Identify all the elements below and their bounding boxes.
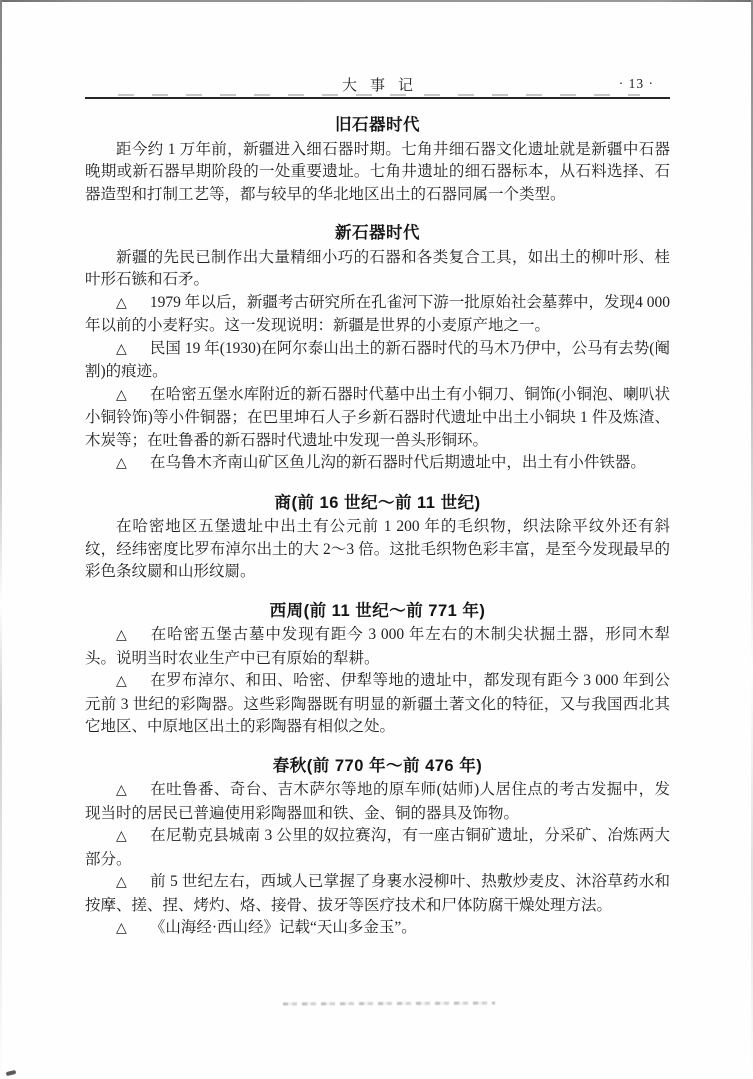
triangle-marker: △ bbox=[116, 921, 127, 936]
paragraph: 距今约 1 万年前，新疆进入细石器时期。七角井细石器文化遗址就是新疆中石器晚期或新石器早期阶段的一处重要遗址。七角井遗址的细石器标本，从石料选择、石器造型和打制工艺等，都与较早的华北地区出土的石器同属一个类型。 bbox=[85, 140, 670, 203]
triangle-marker: △ bbox=[116, 456, 127, 471]
page-body bbox=[85, 110, 670, 941]
section-western-zhou bbox=[85, 600, 670, 739]
event-text: 1979 年以后，新疆考古研究所在孔雀河下游一批原始社会墓葬中，发现4 000年以前的小麦籽实。这一发现说明：新疆是世界的小麦原产地之一。 bbox=[85, 293, 670, 334]
triangle-marker: △ bbox=[116, 783, 128, 798]
header-rule bbox=[85, 97, 670, 99]
event-item bbox=[85, 338, 670, 384]
scan-ink-speck bbox=[6, 1070, 17, 1076]
section-heading: 商(前 16 世纪～前 11 世纪) bbox=[274, 493, 481, 512]
paragraph: 在哈密地区五堡遗址中出土有公元前 1 200 年的毛织物，织法除平纹外还有斜纹，经纬密度比罗布淖尔出土的大 2～3 倍。这批毛织物色彩丰富，是至今发现最早的彩色条纹罽和山形纹罽。 bbox=[85, 518, 670, 580]
event-text: 民国 19 年(1930)在阿尔泰山出土的新石器时代的马木乃伊中，公马有去势(阉割)的痕迹。 bbox=[85, 339, 670, 380]
page-number: · 13 · bbox=[618, 76, 654, 91]
event-text: 在罗布淖尔、和田、哈密、伊犁等地的遗址中，都发现有距今 3 000 年到公元前 3 世纪的彩陶器。这些彩陶器既有明显的新疆土著文化的特征，又与我国西北其它地区、中原地区出土的彩陶器有相似之处。 bbox=[85, 672, 670, 735]
scan-edge-top bbox=[0, 0, 753, 2]
event-item bbox=[85, 779, 670, 825]
section-heading: 旧石器时代 bbox=[335, 116, 420, 134]
event-text: 在尼勒克县城南 3 公里的奴拉赛沟，有一座古铜矿遗址，分采矿、冶炼两大部分。 bbox=[85, 827, 670, 868]
event-item bbox=[85, 871, 670, 917]
triangle-marker: △ bbox=[116, 829, 128, 844]
event-text: 在乌鲁木齐南山矿区鱼儿沟的新石器时代后期遗址中，出土有小件铁器。 bbox=[149, 454, 646, 471]
running-header-title: 大 事 记 bbox=[341, 78, 414, 94]
event-item bbox=[85, 917, 670, 941]
event-text: 前 5 世纪左右，西域人已掌握了身裹水浸柳叶、热敷炒麦皮、沐浴草药水和按摩、搓、捏、烤灼、烙、接骨、拔牙等医疗技术和尸体防腐干燥处理方法。 bbox=[85, 873, 670, 914]
triangle-marker: △ bbox=[116, 674, 128, 689]
section-shang bbox=[85, 492, 670, 584]
section-heading: 新石器时代 bbox=[335, 224, 420, 242]
event-text: 在吐鲁番、奇台、吉木萨尔等地的原车师(姑师)人居住点的考古发掘中，发现当时的居民已普遍使用彩陶器皿和铁、金、铜的器具及饰物。 bbox=[85, 781, 670, 822]
event-text: 《山海经·西山经》记载“天山多金玉”。 bbox=[149, 919, 417, 936]
header-rule-dashes bbox=[118, 94, 640, 96]
section-heading: 春秋(前 770 年～前 476 年) bbox=[272, 756, 483, 775]
triangle-marker: △ bbox=[116, 875, 128, 890]
section-heading: 西周(前 11 世纪～前 771 年) bbox=[269, 601, 486, 620]
running-header bbox=[85, 74, 670, 96]
triangle-marker: △ bbox=[116, 295, 127, 311]
event-text: 在哈密五堡古墓中发现有距今 3 000 年左右的木制尖状掘土器，形同木犁头。说明当时农业生产中已有原始的犁耕。 bbox=[85, 626, 670, 667]
event-item bbox=[85, 384, 670, 453]
scan-edge-left bbox=[0, 0, 2, 1079]
scan-smudge-line bbox=[283, 1002, 495, 1006]
section-paleolithic bbox=[85, 114, 670, 206]
section-spring-autumn bbox=[85, 755, 670, 941]
event-item bbox=[85, 670, 670, 739]
triangle-marker: △ bbox=[116, 341, 127, 357]
event-item bbox=[85, 624, 670, 670]
event-text: 在哈密五堡水库附近的新石器时代墓中出土有小铜刀、铜饰(小铜泡、喇叭状小铜铃饰)等小件铜器；在巴里坤石人子乡新石器时代遗址中出土小铜块 1 件及炼渣、木炭等；在吐鲁番的新石器时代遗址中发现一兽头形铜环。 bbox=[85, 385, 670, 449]
triangle-marker: △ bbox=[116, 628, 128, 643]
event-item bbox=[85, 825, 670, 871]
paragraph: 新疆的先民已制作出大量精细小巧的石器和各类复合工具，如出土的柳叶形、桂叶形石镞和石矛。 bbox=[85, 248, 670, 288]
triangle-marker: △ bbox=[116, 387, 127, 403]
event-item bbox=[85, 292, 670, 338]
event-item bbox=[85, 452, 670, 476]
section-neolithic bbox=[85, 222, 670, 476]
